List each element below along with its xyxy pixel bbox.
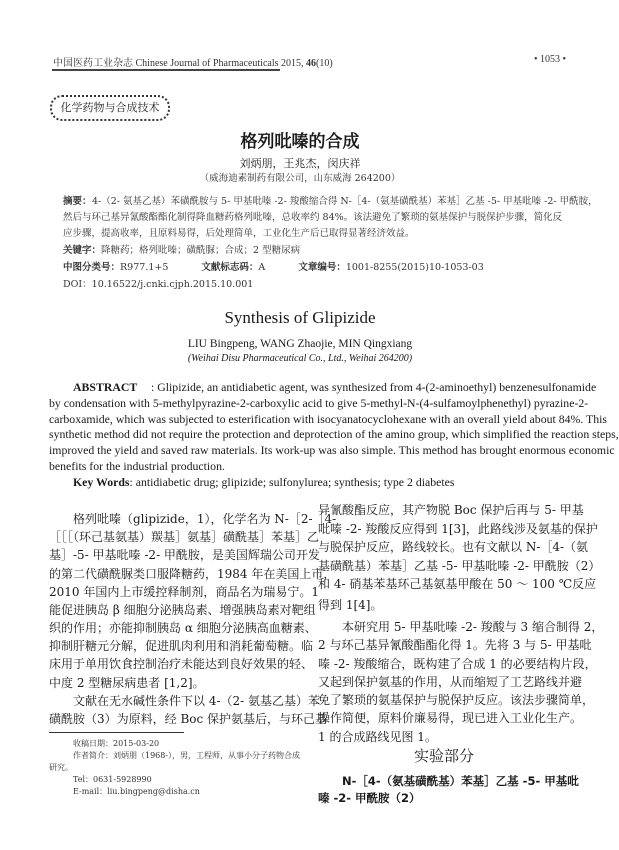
body-text-line: 1 的合成路线见图 1。 — [318, 730, 437, 744]
section-heading: 实验部分 — [413, 747, 474, 765]
keywords-en — [73, 475, 454, 490]
doi: DOI：10.16522/j.cnki.cjph.2015.10.001 — [63, 279, 254, 290]
issue: (10) — [316, 58, 333, 69]
article-no-label: 文章编号： — [298, 262, 346, 273]
abstract-en-label: ABSTRACT — [73, 380, 138, 394]
header-rule — [52, 69, 280, 71]
abstract-cn-line: 应步骤，提高收率，且原料易得，后处理简单，工业化生产后已取得显著经济效益。 — [63, 228, 415, 239]
body-text-line: 嗪 -2- 羧酸缩合，既构建了合成 1 的必要结构片段， — [318, 657, 597, 671]
abstract-label: 摘要： — [63, 196, 92, 207]
body-text-line: 的第二代磺酰脲类口服降糖药，1984 年在美国上市， — [49, 567, 336, 581]
footnote-line: E-mail：liu.bingpeng@disha.cn — [73, 787, 200, 796]
classification-row — [63, 259, 484, 273]
body-text-line: ［［［（环己基氨基）羰基］氨基］磺酰基］苯基］乙 — [49, 530, 320, 544]
footnote-line: 研究。 — [49, 763, 73, 772]
body-text-line: 异氰酸酯反应，其产物脱 Boc 保护后再与 5- 甲基 — [318, 503, 584, 517]
footnote-line: 作者简介：刘炳朋（1968-），男，工程师，从事小分子药物合成 — [73, 751, 301, 760]
clc-label: 中图分类号： — [63, 262, 121, 273]
body-text-line: 本研究用 5- 甲基吡嗪 -2- 羧酸与 3 缩合制得 2， — [342, 620, 604, 634]
body-text-line: 2010 年国内上市缓控释制剂，商品名为瑞易宁。1 — [49, 585, 319, 599]
body-text-line: 床用于单用饮食控制治疗未能达到良好效果的轻、 — [49, 657, 314, 671]
body-text-line: 抑制肝糖元分解，促进肌肉利用和消耗葡萄糖。临 — [49, 639, 314, 653]
body-text-line: 2 与环己基异氰酸酯酯化得 1。先将 3 与 5- 甲基吡 — [318, 638, 592, 652]
body-text-line: 磺酰胺（3）为原料，经 Boc 保护氨基后，与环己基 — [49, 712, 328, 726]
abstract-cn-line: 4-（2- 氨基乙基）苯磺酰胺与 5- 甲基吡嗪 -2- 羧酸缩合得 N-［4-（氨基磺酰基）苯基］乙基 -5- 甲基吡嗪 -2- 甲酰胺， — [92, 196, 598, 207]
body-text-line: 基磺酰基）苯基］乙基 -5- 甲基吡嗪 -2- 甲酰胺（2） — [318, 559, 601, 573]
journal-header — [53, 54, 333, 69]
subheading-line: 嗪 -2- 甲酰胺（2） — [318, 791, 421, 805]
footnote-rule — [49, 732, 184, 733]
body-text-line: 文献在无水碱性条件下以 4-（2- 氨基乙基）苯 — [73, 694, 321, 708]
body-text-line: 得到 1[4]。 — [318, 598, 383, 612]
keywords-cn — [63, 242, 300, 256]
doc-code-label: 文献标志码： — [201, 262, 259, 273]
abstract-en-line: carboxamide, which was subjected to esterification with isocyanatocyclohexane with an overall yield about 84%. This — [49, 412, 607, 426]
title-en: Synthesis of Glipizide — [224, 308, 376, 327]
keywords-label: 关键字： — [63, 245, 102, 256]
body-text-line: 和 4- 硝基苯基环己基氨基甲酸在 50 ～ 100 ℃反应 — [318, 577, 597, 591]
volume: 46 — [306, 58, 317, 69]
abstract-en-line: benefits for the industrial production. — [49, 459, 225, 473]
abstract-cn-line: 然后与环己基异氰酸酯酯化制得降血糖药格列吡嗪，总收率约 84%。该法避免了繁琐的氨基保护与脱保护步骤，简化反 — [63, 212, 563, 223]
body-text-line: 格列吡嗪（glipizide，1），化学名为 N-［2-［4- — [73, 512, 337, 526]
section-badge: 化学药物与合成技术 — [50, 95, 170, 121]
body-text-line: 与脱保护反应，路线较长。也有文献以 N-［4-（氨 — [318, 540, 589, 554]
keywords-en-text: : antidiabetic drug; glipizide; sulfonylurea; synthesis; type 2 diabetes — [129, 475, 455, 489]
clc-value: R977.1+5 — [120, 262, 169, 273]
affiliation-cn: （威海迪素制药有限公司，山东威海 264200） — [199, 173, 401, 184]
authors-cn: 刘炳朋，王兆杰，闵庆祥 — [239, 157, 361, 170]
body-text-line: 又起到保护氨基的作用，从而缩短了工艺路线并避 — [318, 675, 583, 689]
keywords-en-label: Key Words — [73, 475, 130, 489]
keywords-text: 降糖药；格列吡嗪；磺酰脲；合成；2 型糖尿病 — [101, 245, 301, 256]
abstract-en-line: : Glipizide, an antidiabetic agent, was synthesized from 4-(2-aminoethyl) benzenesulfonamide — [151, 380, 597, 394]
journal-name: 中国医药工业杂志 Chinese Journal of Pharmaceuticals 2015, — [53, 58, 307, 69]
abstract-en-line: improved the yield and saved raw materials. Its work-up was also simple. This method has brought enormous economic — [49, 443, 615, 457]
body-text-line: 织的作用；亦能抑制胰岛 α 细胞分泌胰高血糖素、 — [49, 621, 317, 635]
body-text-line: 中度 2 型糖尿病患者 [1,2]。 — [49, 676, 205, 690]
article-no-value: 1001-8255(2015)10-1053-03 — [345, 262, 484, 273]
footnote-line: Tel：0631-5928990 — [73, 775, 152, 784]
affiliation-en: (Weihai Disu Pharmaceutical Co., Ltd., Weihai 264200) — [187, 353, 413, 364]
title-cn: 格列吡嗪的合成 — [240, 132, 360, 152]
body-text-line: 能促进胰岛 β 细胞分泌胰岛素、增强胰岛素对靶组 — [49, 603, 316, 617]
body-text-line: 吡嗪 -2- 羧酸反应得到 1[3]，此路线涉及氨基的保护 — [318, 522, 598, 536]
authors-en: LIU Bingpeng, WANG Zhaojie, MIN Qingxiang — [187, 338, 413, 350]
abstract-en-line: synthetic method did not require the protection and deprotection of the amino group, which simplified the reaction steps, — [49, 427, 619, 441]
abstract-en-line: by condensation with 5-methylpyrazine-2-carboxylic acid to give 5-methyl-N-(4-sulfamoylphenethyl) pyrazine-2- — [49, 396, 589, 410]
body-text-line: 操作简便，原料价廉易得，现已进入工业化生产。 — [318, 711, 583, 725]
body-text-line: 基］-5- 甲基吡嗪 -2- 甲酰胺，是美国辉瑞公司开发 — [49, 548, 320, 562]
footnote-line: 收稿日期：2015-03-20 — [73, 739, 160, 748]
page-number: • 1053 • — [533, 54, 566, 65]
body-text-line: 免了繁琐的氨基保护与脱保护反应。该法步骤简单， — [318, 693, 595, 707]
subheading-line: N-［4-（氨基磺酰基）苯基］乙基 -5- 甲基吡 — [342, 774, 579, 788]
doc-code-value: A — [258, 262, 266, 273]
